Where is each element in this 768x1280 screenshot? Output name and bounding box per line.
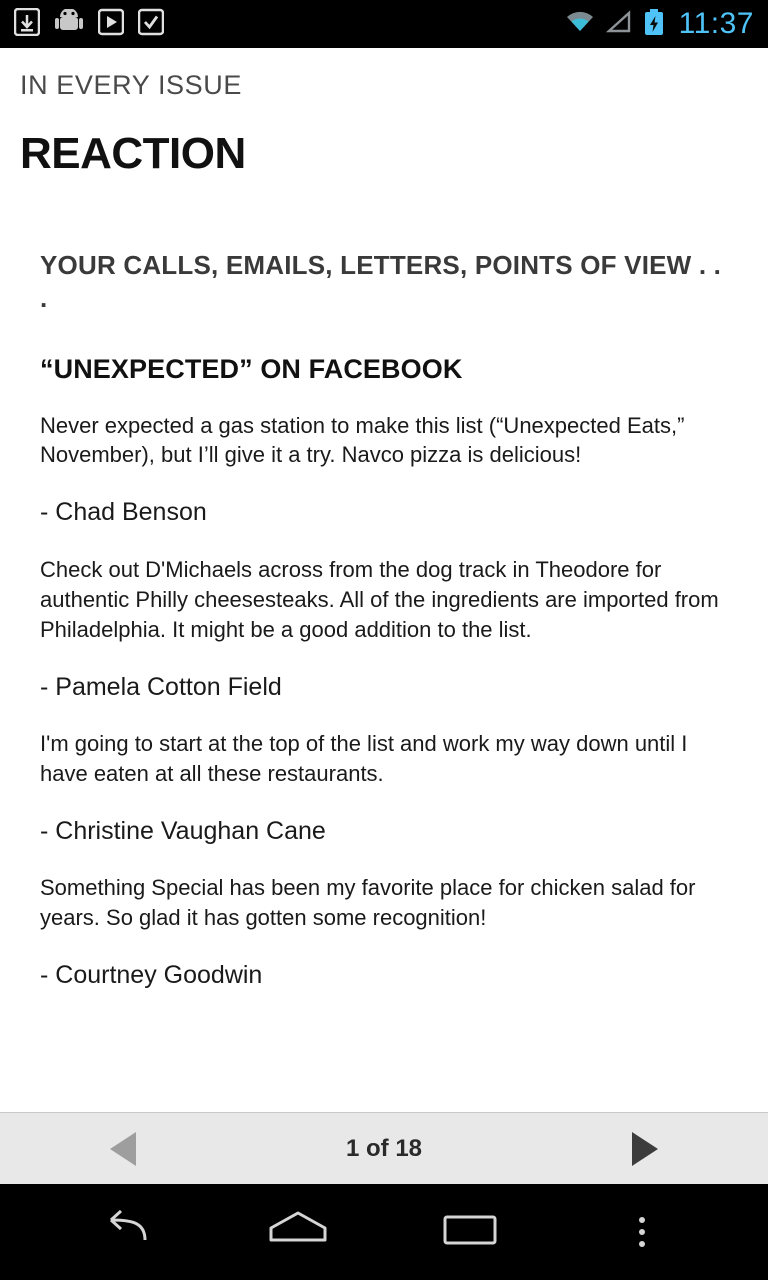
recent-apps-button[interactable] [410, 1197, 530, 1267]
recent-apps-icon [435, 1206, 505, 1259]
article-subhead: “UNEXPECTED” ON FACEBOOK [40, 353, 463, 384]
status-system-icons [565, 7, 754, 41]
wifi-icon [565, 10, 595, 39]
article-paragraph: Check out D'Michaels across from the dog track in Theodore for authentic Philly cheesesteaks. All of the ingredients are imported from Philadelphia. It might be a good addition to the list. [40, 556, 719, 642]
article-paragraph: I'm going to start at the top of the list and work my way down until I have eaten at all these restaurants. [40, 731, 688, 786]
article-body [20, 249, 748, 992]
status-notification-icons [14, 8, 164, 41]
battery-charging-icon [643, 8, 665, 41]
back-button[interactable] [66, 1197, 186, 1267]
status-bar [0, 0, 768, 48]
article-byline: - Pamela Cotton Field [40, 672, 282, 701]
pager-bar [0, 1112, 768, 1184]
home-button[interactable] [238, 1197, 358, 1267]
article-paragraph: Never expected a gas station to make this list (“Unexpected Eats,” November), but I’ll give it a try. Navco pizza is delicious! [40, 412, 685, 468]
article-byline: - Christine Vaughan Cane [40, 816, 326, 845]
home-icon [263, 1206, 333, 1259]
article-byline: - Chad Benson [40, 498, 207, 527]
overflow-menu-button[interactable] [582, 1197, 702, 1267]
article-headline: REACTION [20, 129, 246, 178]
article-deck: YOUR CALLS, EMAILS, LETTERS, POINTS OF VIEW . . . [40, 250, 722, 314]
article-byline: - Courtney Goodwin [40, 961, 263, 990]
download-icon [14, 8, 40, 41]
android-robot-icon [54, 9, 84, 40]
page-indicator: 1 of 18 [345, 1134, 423, 1162]
play-store-icon [98, 8, 124, 41]
article-kicker: IN EVERY ISSUE [20, 70, 242, 100]
system-navigation-bar [0, 1184, 768, 1280]
article-paragraph: Something Special has been my favorite place for chicken salad for years. So glad it has gotten some recognition! [40, 875, 696, 931]
status-clock: 11:37 [678, 7, 754, 40]
article-content[interactable] [0, 48, 768, 1112]
back-icon [95, 1206, 157, 1259]
task-check-icon [138, 8, 164, 41]
overflow-menu-icon [639, 1217, 645, 1247]
signal-icon [605, 10, 633, 39]
